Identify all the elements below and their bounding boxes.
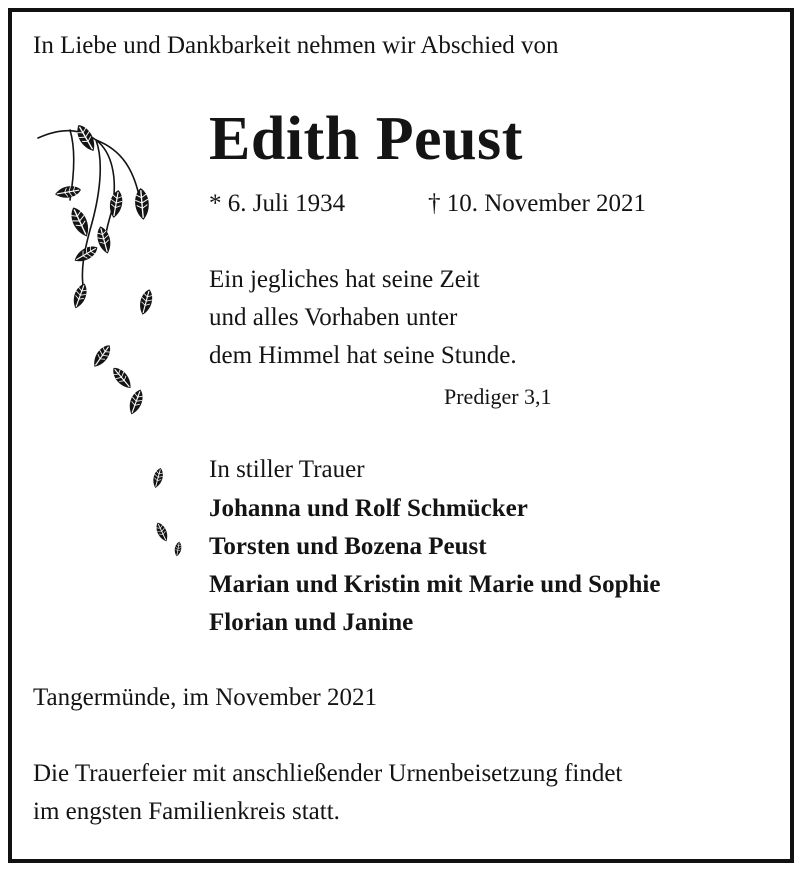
funeral-info-line: Die Trauerfeier mit anschließender Urnenbeisetzung findet: [33, 760, 623, 787]
verse-line: und alles Vorhaben unter: [209, 304, 458, 331]
deceased-name: Edith Peust: [209, 105, 523, 173]
verse-line: dem Himmel hat seine Stunde.: [209, 342, 517, 369]
mourner-line: Torsten und Bozena Peust: [209, 533, 487, 560]
mourning-intro: In stiller Trauer: [209, 456, 365, 483]
mourner-line: Marian und Kristin mit Marie und Sophie: [209, 571, 661, 598]
place-date: Tangermünde, im November 2021: [33, 684, 377, 711]
intro-line: In Liebe und Dankbarkeit nehmen wir Abschied von: [33, 32, 559, 59]
verse-source: Prediger 3,1: [444, 384, 552, 409]
birth-date: * 6. Juli 1934: [209, 190, 346, 217]
death-date: † 10. November 2021: [428, 190, 647, 217]
mourner-line: Florian und Janine: [209, 609, 414, 636]
funeral-info-line: im engsten Familienkreis statt.: [33, 798, 340, 825]
verse-line: Ein jegliches hat seine Zeit: [209, 266, 480, 293]
mourner-line: Johanna und Rolf Schmücker: [209, 495, 528, 522]
